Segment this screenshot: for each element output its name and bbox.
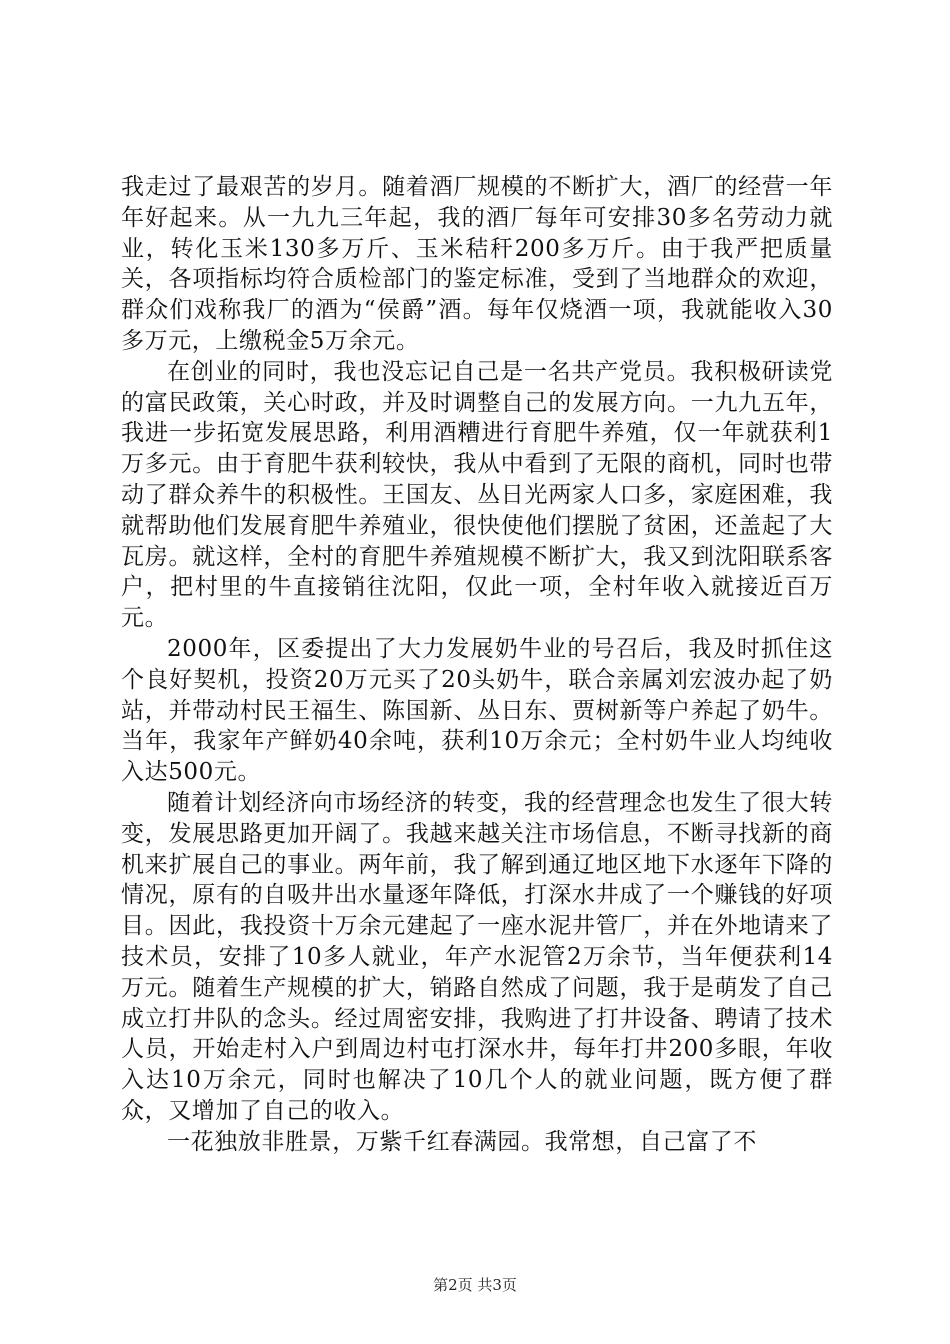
paragraph-common-prosperity: 一花独放非胜景，万紫千红春满园。我常想，自己富了不: [167, 1128, 757, 1155]
paragraph-dairy-cows: 2000年，区委提出了大力发展奶牛业的号召后，我及时抓住这个良好契机，投资20万元买了20头奶牛，联合亲属刘宏波办起了奶站，并带动村民王福生、陈国新、丛日东、贾树新等户养起了奶牛。当年，我家年产鲜奶40余吨，获利10万余元；全村奶牛业人均纯收入达500元。: [121, 635, 833, 786]
paragraph-liquor-factory: 我走过了最艰苦的岁月。随着酒厂规模的不断扩大，酒厂的经营一年年好起来。从一九九三年起，我的酒厂每年可安排30多名劳动力就业，转化玉米130多万斤、玉米秸秆200多万斤。由于我严把质量关，各项指标均符合质检部门的鉴定标准，受到了当地群众的欢迎，群众们戏称我厂的酒为“侯爵”酒。每年仅烧酒一项，我就能收入30多万元，上缴税金5万余元。: [121, 174, 833, 354]
paragraph-well-pipe-factory: 随着计划经济向市场经济的转变，我的经营理念也发生了很大转变，发展思路更加开阔了。我越来越关注市场信息，不断寻找新的商机来扩展自己的事业。两年前，我了解到通辽地区地下水逐年下降的情况，原有的自吸井出水量逐年降低，打深水井成了一个赚钱的好项目。因此，我投资十万余元建起了一座水泥井管厂，并在外地请来了技术员，安排了10多人就业，年产水泥管2万余节，当年便获利14万元。随着生产规模的扩大，销路自然成了问题，我于是萌发了自己成立打井队的念头。经过周密安排，我购进了打井设备、聘请了技术人员，开始走村入户到周边村屯打深水井，每年打井200多眼，年收入达10万余元，同时也解决了10几个人的就业问题，既方便了群众，又增加了自己的收入。: [121, 789, 833, 1124]
document-body: [121, 172, 833, 1158]
page-number-footer: 第2页 共3页: [433, 1276, 517, 1294]
paragraph-cattle-raising: 在创业的同时，我也没忘记自己是一名共产党员。我积极研读党的富民政策，关心时政，并及时调整自己的发展方向。一九九五年，我进一步拓宽发展思路，利用酒糟进行育肥牛养殖，仅一年就获利1万多元。由于育肥牛获利较快，我从中看到了无限的商机，同时也带动了群众养牛的积极性。王国友、丛日光两家人口多，家庭困难，我就帮助他们发展育肥牛养殖业，很快使他们摆脱了贫困，还盖起了大瓦房。就这样，全村的育肥牛养殖规模不断扩大，我又到沈阳联系客户，把村里的牛直接销往沈阳，仅此一项，全村年收入就接近百万元。: [121, 358, 833, 632]
